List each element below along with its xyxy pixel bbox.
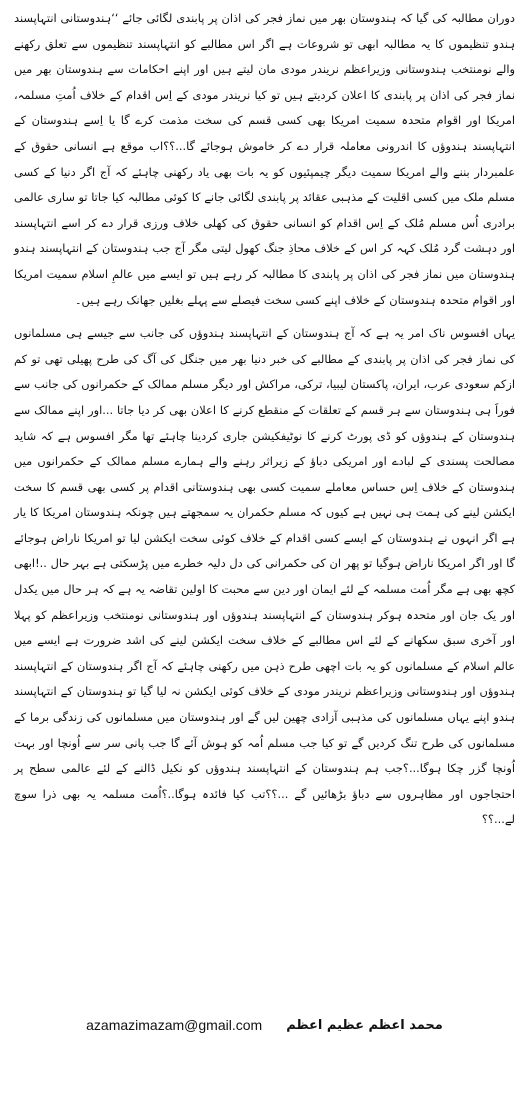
author-email-link[interactable]: azamazimazam@gmail.com: [86, 1017, 263, 1033]
article-paragraph-1: دوران مطالبہ کی گیا کہ ہندوستان بھر میں نماز فجر کی اذان پر پابندی لگائی جائے ‘‘ہندوستانی انتہاپسند ہندو تنظیموں کا یہ مطالبہ ابھی تو شروعات ہے اگر اس مطالبے کو انتہاپسند تنظیموں سے تعلق رکھنے والے نومنتخب ہندوستانی وزیراعظم نریندر مودی مان لیتے ہیں اور اپنے احکامات سے ہندوستان بھر میں نماز فجر کی اذان پر پابندی کا اعلان کردیتے ہیں تو کیا نریندر مودی کے اِس اقدام کے خلاف اُمتِ مسلمہ، امریکا اور اقوام متحدہ سمیت امریکا بھی کسی قسم کی سخت مذمت کرے گا یا اِسے ہندوستان کے انتہاپسند ہندوؤں کا اندرونی معاملہ قرار دے کر خاموش ہوجائے گا...؟؟اب موقع ہے انسانی حقوق کے علمبردار بننے والے امریکا سمیت دیگر چیمپئیوں کو یہ بات بھی یاد رکھنی چاہئے کہ آج اگر دنیا کے کسی مسلم ملک میں کسی اقلیت کے مذہبی عقائد پر پابندی لگائی جانے کا کوئی مطالبہ کیا جاتا تو ساری عالمی برادری اُس مسلم مُلک کے اِس اقدام کو انسانی حقوق کی کھلی خلاف ورزی قرار دے کر اسے انتہاپسند اور دہشت گرد مُلک کہہ کر اس کے خلاف محاذِ جنگ کھول لیتی مگر آج جب ہندوستان کے انتہاپسند ہندو ہندوستان میں نماز فجر کی اذان پر پابندی کا مطالبہ کر رہے ہیں تو ایسے میں عالمِ اسلام سمیت امریکا اور اقوام متحدہ ہندوستان کے خلاف اپنے کسی سخت فیصلے سے پہلے بغلیں جھانک رہے ہیں۔: [14, 11, 515, 307]
article-body: [14, 6, 515, 833]
article-paragraph-2: یہاں افسوس ناک امر یہ ہے کہ آج ہندوستان کے انتہاپسند ہندوؤں کی جانب سے جیسے ہی مسلمانوں کی نماز فجر کی اذان پر پابندی کے مطالبے کی خبر دنیا بھر میں جنگل کی آگ کی طرح پھیلی تھی تو کم ازکم سعودی عرب، ایران، پاکستان لیبیا، ترکی، مراکش اور دیگر مسلم ممالک کے حکمرانوں کی جانب سے فوراََ ہی ہندوستان سے ہر قسم کے تعلقات کے منقطع کرنے کا اعلان بھی کر دیا جاتا ...اور اپنے ممالک سے ہندوستان کے ہندوؤں کو ڈی پورٹ کرنے کا نوٹیفکیشن جاری کردینا چاہئے تھا مگر افسوس ہے کہ شاید مصالحت پسندی کے لبادے اور امریکی دباؤ کے زیراثر رہنے والے ہمارے مسلم ممالک کے حکمرانوں میں ہندوستان کے خلاف اِس حساس معاملے سمیت کسی بھی ہندوستانی اقدام پر کسی بھی قسم کا سخت ایکشن لینے کی ہمت ہی نہیں ہے کیوں کہ مسلم حکمران یہ سمجھتے ہیں چونکہ ہندوستان امریکا کا یار ہے اگر انہوں نے ہندوستان کے ایسے کسی اقدام کے خلاف کوئی سخت ایکشن لیا تو امریکا ناراض ہوجائے گا اور اگر امریکا ناراض ہوگیا تو پھر ان کی حکمرانی کی دل دلیہ خطرے میں پڑسکتی ہے بہر حال ..!ابھی کچھ بھی ہے مگر اُمت مسلمہ کے لئے ایمان اور دین سے محبت کا اولین تقاضہ یہ ہے کہ ہر حال میں یکدل اور یک جان اور متحدہ ہوکر ہندوستان کے انتہاپسند ہندوؤں اور ہندوستانی نومنتخب وزیراعظم کو پہلا اور آخری سبق سکھانے کے لئے اس مطالبے کے خلاف سخت ایکشن لینے کی اشد ضرورت ہے ایسے میں عالم اسلام کے مسلمانوں کو یہ بات اچھی طرح ذہن میں رکھنی چاہئے کہ آج اگر ہندوستان کے انتہاپسند ہندوؤں اور ہندوستانی وزیراعظم نریندر مودی کے خلاف کوئی ایکشن نہ لیا گیا تو ہندوستان کے انتہاپسند ہندو اپنے یہاں مسلمانوں کی مذہبی آزادی چھین لیں گے اور ہندوستان میں مسلمانوں کی زندگی برما کے مسلمانوں کی طرح تنگ کردیں گے تو کیا جب مسلم اُمہ کو ہوش آئے گا جب پانی سر سے اُونچا اور بہت اُونچا گزر چکا ہوگا...؟جب ہم ہندوستان کے انتہاپسند ہندوؤں کو نکیل ڈالنے کے لئے عالمی سطح پر احتجاجوں اور مظاہروں سے دباؤ بڑھائیں گے ...؟؟تب کیا فائدہ ہوگا..؟اُمت مسلمہ یہ بھی ذرا سوچ لے...؟؟: [14, 326, 515, 827]
author-name: محمد اعظم عظیم اعظم: [286, 1017, 443, 1033]
signature-line: [0, 1014, 529, 1036]
